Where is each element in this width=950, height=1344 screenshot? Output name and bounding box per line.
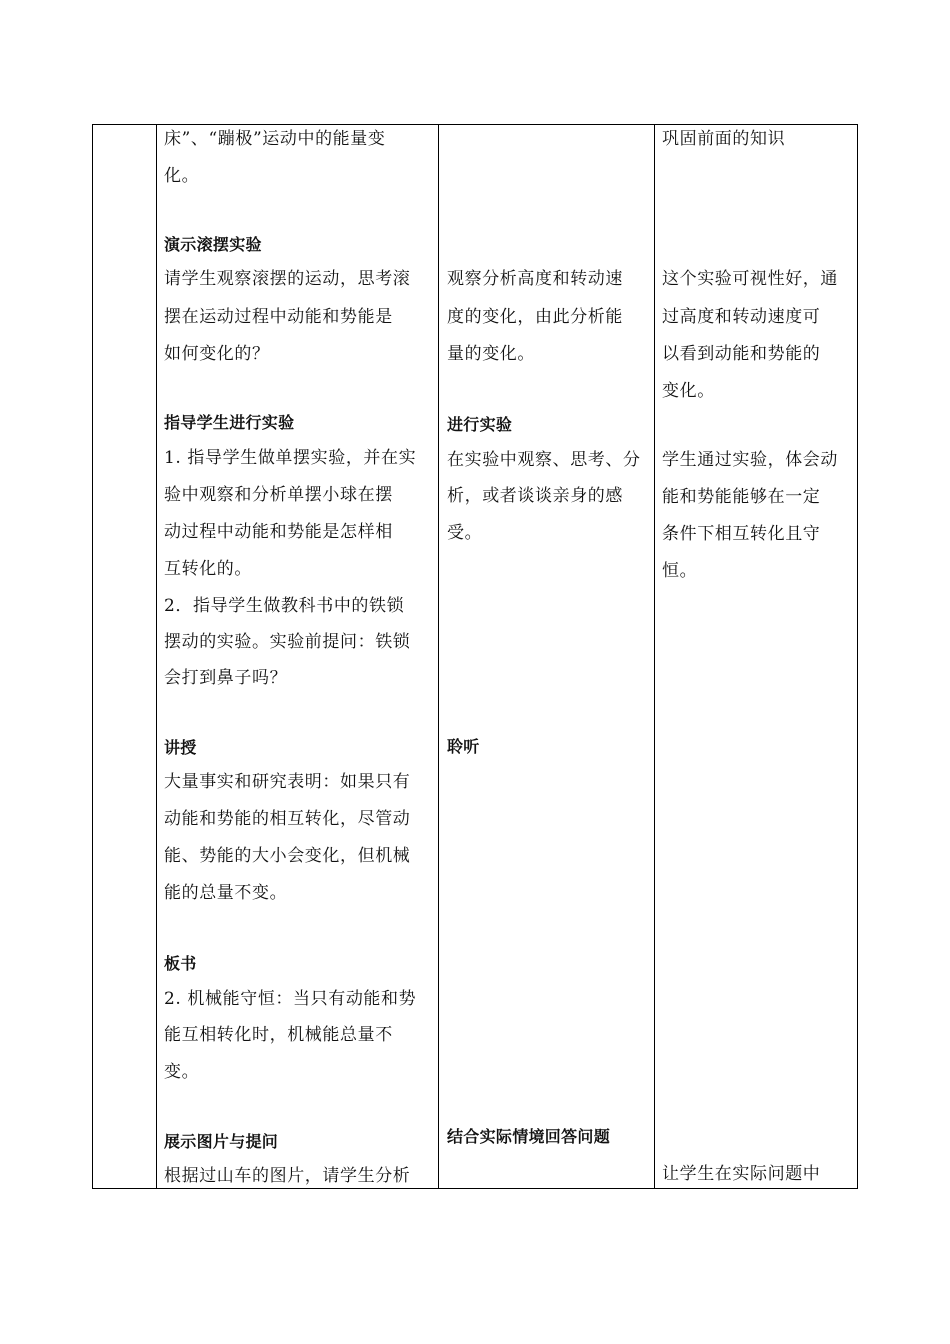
- text-line: 能、势能的大小会变化，但机械: [164, 846, 411, 866]
- text-line: 条件下相互转化且守: [662, 524, 821, 544]
- section-heading: 板书: [164, 954, 197, 973]
- text-line: 这个实验可视性好，通: [662, 269, 838, 289]
- text-line: 量的变化。: [447, 344, 535, 364]
- column-divider: [438, 125, 439, 1188]
- text-line: 请学生观察滚摆的运动，思考滚: [164, 269, 411, 289]
- section-heading: 演示滚摆实验: [164, 235, 262, 254]
- text-line: 根据过山车的图片，请学生分析: [164, 1166, 411, 1186]
- text-line: 析，或者谈谈亲身的感: [447, 486, 623, 506]
- text-line: 能的总量不变。: [164, 883, 288, 903]
- text-line: 动过程中动能和势能是怎样相: [164, 522, 393, 542]
- text-line: 如何变化的？: [164, 344, 270, 364]
- text-line: 让学生在实际问题中: [662, 1164, 821, 1184]
- text-line: 1. 指导学生做单摆实验，并在实: [164, 448, 417, 468]
- section-heading: 进行实验: [447, 415, 513, 434]
- text-line: 动能和势能的相互转化，尽管动: [164, 809, 411, 829]
- text-line: 2. 机械能守恒：当只有动能和势: [164, 989, 417, 1009]
- text-line: 过高度和转动速度可: [662, 307, 821, 327]
- text-line: 化。: [164, 166, 200, 186]
- column-divider: [654, 125, 655, 1188]
- section-heading: 展示图片与提问: [164, 1132, 279, 1151]
- text-line: 观察分析高度和转动速: [447, 269, 623, 289]
- section-heading: 聆听: [447, 737, 480, 756]
- text-line: 度的变化，由此分析能: [447, 307, 623, 327]
- text-line: 恒。: [662, 561, 698, 581]
- text-line: 巩固前面的知识: [662, 129, 786, 149]
- section-heading: 指导学生进行实验: [164, 413, 295, 432]
- text-line: 受。: [447, 523, 483, 543]
- text-line: 变化。: [662, 381, 715, 401]
- text-line: 验中观察和分析单摆小球在摆: [164, 485, 393, 505]
- section-heading: 讲授: [164, 738, 197, 757]
- blank-first-column-cell: [93, 125, 156, 1188]
- student-activities-cell: [447, 125, 652, 1188]
- text-line: 2．指导学生做教科书中的铁锁: [164, 596, 405, 616]
- text-line: 能互相转化时，机械能总量不: [164, 1025, 393, 1045]
- text-line: 摆在运动过程中动能和势能是: [164, 307, 393, 327]
- design-intent-cell: [662, 125, 856, 1188]
- text-line: 变。: [164, 1062, 200, 1082]
- lesson-plan-table: [92, 124, 858, 1189]
- text-line: 能和势能能够在一定: [662, 487, 821, 507]
- column-divider: [156, 125, 157, 1188]
- text-line: 互转化的。: [164, 559, 252, 579]
- teacher-activities-cell: [164, 125, 436, 1188]
- text-line: 学生通过实验，体会动: [662, 450, 838, 470]
- text-line: 床”、“蹦极”运动中的能量变: [164, 129, 386, 149]
- text-line: 在实验中观察、思考、分: [447, 450, 641, 470]
- text-line: 以看到动能和势能的: [662, 344, 821, 364]
- text-line: 会打到鼻子吗？: [164, 668, 288, 688]
- section-heading: 结合实际情境回答问题: [447, 1127, 611, 1146]
- text-line: 大量事实和研究表明：如果只有: [164, 772, 411, 792]
- text-line: 摆动的实验。实验前提问：铁锁: [164, 632, 411, 652]
